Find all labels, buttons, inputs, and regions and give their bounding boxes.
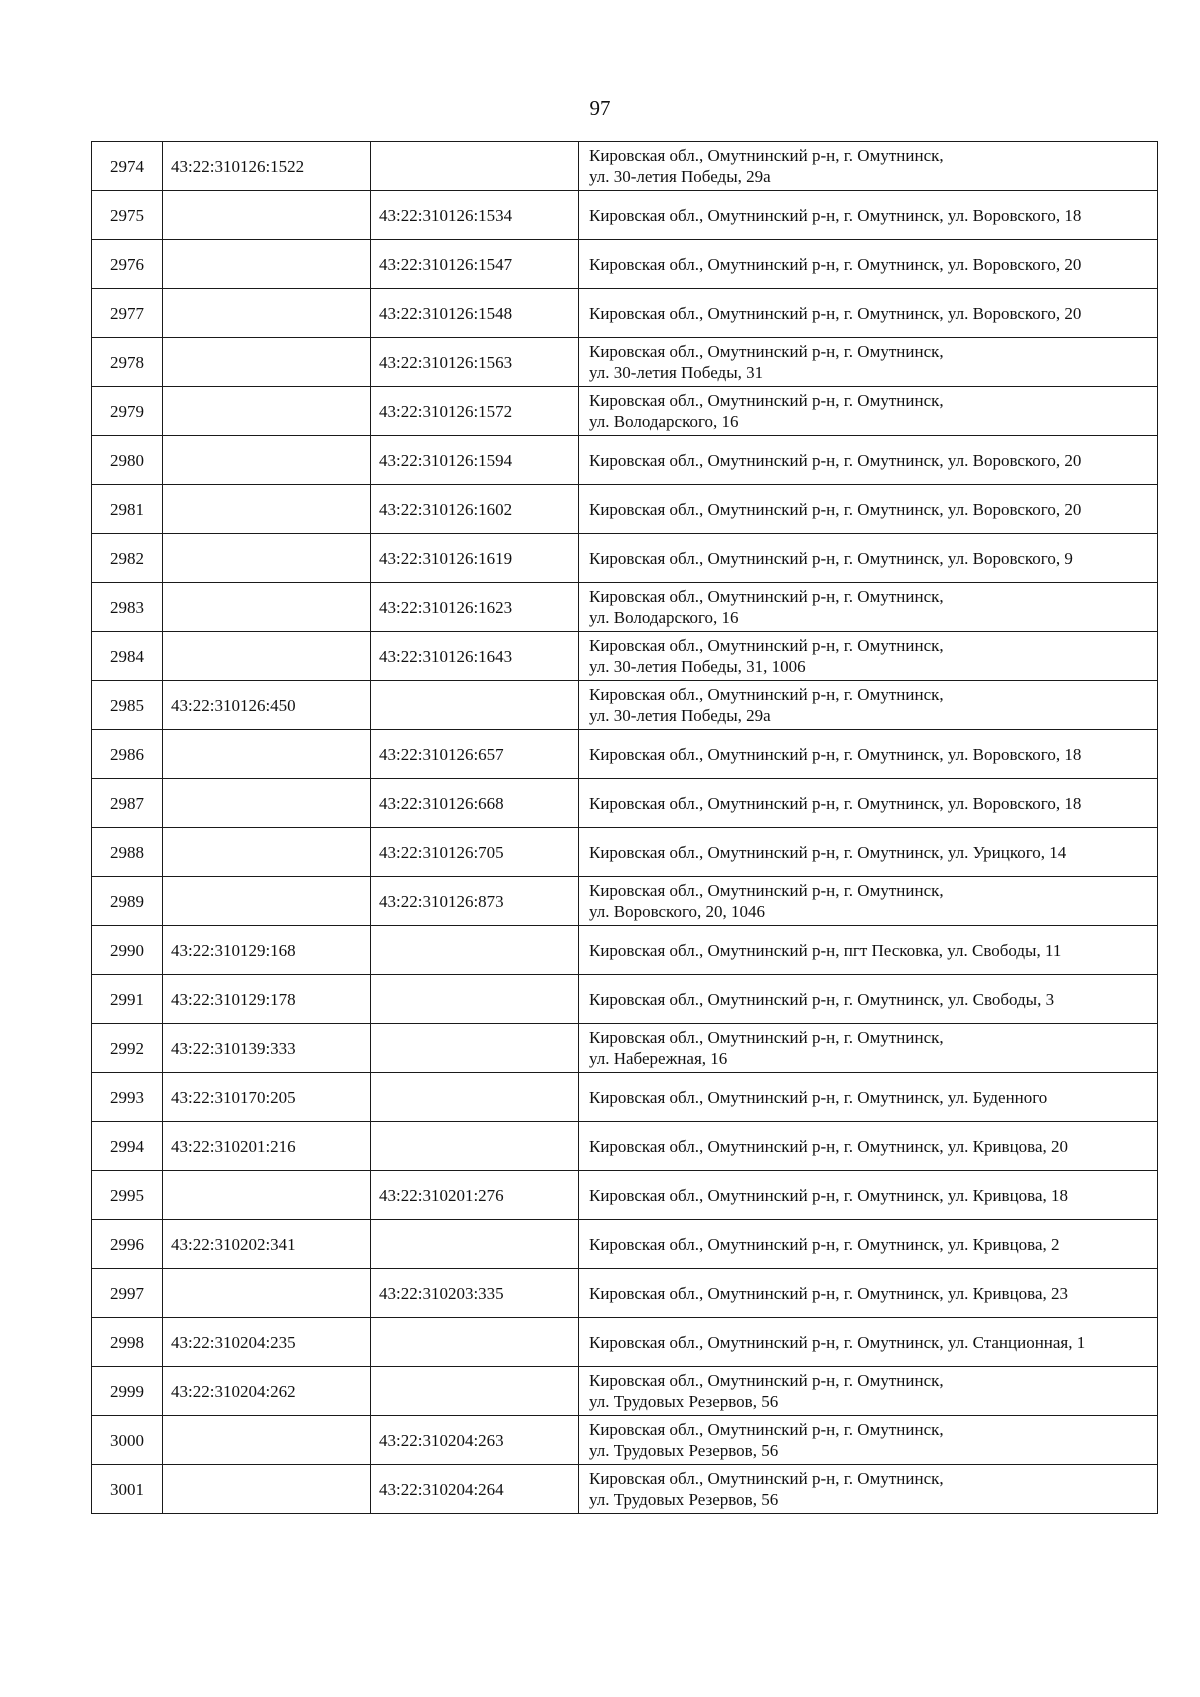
table-row <box>92 240 1158 289</box>
table-row <box>92 926 1158 975</box>
object-cadastral-number-cell: 43:22:310204:264 <box>371 1465 579 1514</box>
cadastral-number-cell <box>163 877 371 926</box>
object-cadastral-number-cell <box>371 926 579 975</box>
row-number-cell: 2989 <box>92 877 163 926</box>
cadastral-number-cell: 43:22:310126:1522 <box>163 142 371 191</box>
table-row <box>92 1024 1158 1073</box>
object-cadastral-number-cell: 43:22:310126:657 <box>371 730 579 779</box>
row-number-cell: 2974 <box>92 142 163 191</box>
cadastral-number-cell: 43:22:310170:205 <box>163 1073 371 1122</box>
address-line: Кировская обл., Омутнинский р-н, г. Омутнинск, ул. Воровского, 18 <box>589 744 1082 764</box>
object-cadastral-number-cell: 43:22:310126:705 <box>371 828 579 877</box>
object-cadastral-number-cell: 43:22:310126:1643 <box>371 632 579 681</box>
address-cell <box>579 1367 1158 1416</box>
object-cadastral-number-cell: 43:22:310126:1619 <box>371 534 579 583</box>
row-number-cell: 2998 <box>92 1318 163 1367</box>
row-number-cell: 2988 <box>92 828 163 877</box>
cadastral-number-cell <box>163 1269 371 1318</box>
address-line: Кировская обл., Омутнинский р-н, г. Омутнинск, <box>589 1469 944 1488</box>
address-line: Кировская обл., Омутнинский р-н, г. Омутнинск, <box>589 1371 944 1390</box>
address-line: Кировская обл., Омутнинский р-н, пгт Песковка, ул. Свободы, 11 <box>589 940 1062 960</box>
address-cell <box>579 926 1158 975</box>
cadastral-number-cell <box>163 485 371 534</box>
address-line: Кировская обл., Омутнинский р-н, г. Омутнинск, <box>589 342 944 361</box>
address-line: ул. Володарского, 16 <box>589 608 739 627</box>
table-row <box>92 828 1158 877</box>
object-cadastral-number-cell <box>371 1073 579 1122</box>
table-row <box>92 1122 1158 1171</box>
address-cell <box>579 1269 1158 1318</box>
address-line: ул. 30-летия Победы, 29а <box>589 706 771 725</box>
address-line: Кировская обл., Омутнинский р-н, г. Омутнинск, <box>589 636 944 655</box>
address-line: ул. Трудовых Резервов, 56 <box>589 1392 779 1411</box>
address-line: Кировская обл., Омутнинский р-н, г. Омутнинск, <box>589 146 944 165</box>
row-number-cell: 2978 <box>92 338 163 387</box>
cadastral-number-cell: 43:22:310139:333 <box>163 1024 371 1073</box>
row-number-cell: 2981 <box>92 485 163 534</box>
row-number-cell: 2986 <box>92 730 163 779</box>
table-row <box>92 1171 1158 1220</box>
object-cadastral-number-cell <box>371 1024 579 1073</box>
cadastral-number-cell: 43:22:310204:262 <box>163 1367 371 1416</box>
table-row <box>92 436 1158 485</box>
object-cadastral-number-cell <box>371 142 579 191</box>
address-cell <box>579 387 1158 436</box>
table-row <box>92 1073 1158 1122</box>
address-line: ул. 30-летия Победы, 31, 1006 <box>589 657 806 676</box>
table-row <box>92 1465 1158 1514</box>
address-line: Кировская обл., Омутнинский р-н, г. Омутнинск, ул. Воровского, 18 <box>589 205 1082 225</box>
object-cadastral-number-cell: 43:22:310204:263 <box>371 1416 579 1465</box>
table-row <box>92 779 1158 828</box>
address-cell <box>579 338 1158 387</box>
object-cadastral-number-cell: 43:22:310126:1534 <box>371 191 579 240</box>
row-number-cell: 2993 <box>92 1073 163 1122</box>
address-cell <box>579 583 1158 632</box>
row-number-cell: 2976 <box>92 240 163 289</box>
address-cell <box>579 975 1158 1024</box>
address-line: Кировская обл., Омутнинский р-н, г. Омутнинск, <box>589 1028 944 1047</box>
table-row <box>92 1269 1158 1318</box>
row-number-cell: 3001 <box>92 1465 163 1514</box>
cadastral-number-cell <box>163 730 371 779</box>
address-cell <box>579 1122 1158 1171</box>
cadastral-number-cell <box>163 828 371 877</box>
table-row <box>92 583 1158 632</box>
cadastral-number-cell: 43:22:310129:178 <box>163 975 371 1024</box>
address-line: Кировская обл., Омутнинский р-н, г. Омутнинск, ул. Кривцова, 2 <box>589 1234 1060 1254</box>
row-number-cell: 2975 <box>92 191 163 240</box>
cadastral-number-cell <box>163 387 371 436</box>
address-cell <box>579 1465 1158 1514</box>
cadastral-number-cell <box>163 632 371 681</box>
table-row <box>92 289 1158 338</box>
cadastral-number-cell <box>163 191 371 240</box>
cadastral-number-cell: 43:22:310202:341 <box>163 1220 371 1269</box>
cadastral-number-cell <box>163 1416 371 1465</box>
address-line: Кировская обл., Омутнинский р-н, г. Омутнинск, ул. Воровского, 9 <box>589 548 1073 568</box>
address-line: Кировская обл., Омутнинский р-н, г. Омутнинск, ул. Воровского, 20 <box>589 254 1082 274</box>
cadastral-number-cell <box>163 779 371 828</box>
address-cell <box>579 877 1158 926</box>
address-line: Кировская обл., Омутнинский р-н, г. Омутнинск, <box>589 881 944 900</box>
object-cadastral-number-cell <box>371 1122 579 1171</box>
cadastral-number-cell: 43:22:310126:450 <box>163 681 371 730</box>
address-cell <box>579 1073 1158 1122</box>
cadastral-number-cell <box>163 436 371 485</box>
cadastral-number-cell: 43:22:310204:235 <box>163 1318 371 1367</box>
address-line: ул. Воровского, 20, 1046 <box>589 902 765 921</box>
address-cell <box>579 730 1158 779</box>
address-line: ул. Володарского, 16 <box>589 412 739 431</box>
row-number-cell: 2995 <box>92 1171 163 1220</box>
table-row <box>92 975 1158 1024</box>
address-cell <box>579 1416 1158 1465</box>
table-row <box>92 1416 1158 1465</box>
row-number-cell: 2987 <box>92 779 163 828</box>
table-row <box>92 338 1158 387</box>
table-row <box>92 681 1158 730</box>
object-cadastral-number-cell <box>371 975 579 1024</box>
table-row <box>92 877 1158 926</box>
address-line: Кировская обл., Омутнинский р-н, г. Омутнинск, ул. Урицкого, 14 <box>589 842 1067 862</box>
row-number-cell: 2984 <box>92 632 163 681</box>
address-line: Кировская обл., Омутнинский р-н, г. Омутнинск, <box>589 1420 944 1439</box>
address-line: ул. Трудовых Резервов, 56 <box>589 1441 779 1460</box>
row-number-cell: 2991 <box>92 975 163 1024</box>
property-register-table <box>91 141 1158 1514</box>
address-line: Кировская обл., Омутнинский р-н, г. Омутнинск, ул. Кривцова, 20 <box>589 1136 1069 1156</box>
table-row <box>92 1318 1158 1367</box>
address-cell <box>579 779 1158 828</box>
row-number-cell: 3000 <box>92 1416 163 1465</box>
row-number-cell: 2977 <box>92 289 163 338</box>
address-line: ул. Набережная, 16 <box>589 1049 728 1068</box>
table-row <box>92 191 1158 240</box>
address-cell <box>579 436 1158 485</box>
table-row <box>92 485 1158 534</box>
address-cell <box>579 191 1158 240</box>
row-number-cell: 2990 <box>92 926 163 975</box>
address-cell <box>579 240 1158 289</box>
address-line: Кировская обл., Омутнинский р-н, г. Омутнинск, <box>589 587 944 606</box>
cadastral-number-cell: 43:22:310201:216 <box>163 1122 371 1171</box>
object-cadastral-number-cell: 43:22:310201:276 <box>371 1171 579 1220</box>
row-number-cell: 2999 <box>92 1367 163 1416</box>
row-number-cell: 2997 <box>92 1269 163 1318</box>
cadastral-number-cell <box>163 583 371 632</box>
table-row <box>92 730 1158 779</box>
row-number-cell: 2980 <box>92 436 163 485</box>
row-number-cell: 2996 <box>92 1220 163 1269</box>
row-number-cell: 2982 <box>92 534 163 583</box>
object-cadastral-number-cell: 43:22:310126:1594 <box>371 436 579 485</box>
row-number-cell: 2983 <box>92 583 163 632</box>
address-line: ул. 30-летия Победы, 31 <box>589 363 764 382</box>
address-line: Кировская обл., Омутнинский р-н, г. Омутнинск, ул. Воровского, 20 <box>589 450 1082 470</box>
object-cadastral-number-cell: 43:22:310126:873 <box>371 877 579 926</box>
table-row <box>92 1220 1158 1269</box>
address-line: ул. 30-летия Победы, 29а <box>589 167 771 186</box>
address-cell <box>579 632 1158 681</box>
cadastral-number-cell <box>163 338 371 387</box>
address-line: ул. Трудовых Резервов, 56 <box>589 1490 779 1509</box>
row-number-cell: 2979 <box>92 387 163 436</box>
object-cadastral-number-cell <box>371 1318 579 1367</box>
table-row <box>92 1367 1158 1416</box>
object-cadastral-number-cell: 43:22:310203:335 <box>371 1269 579 1318</box>
address-cell <box>579 1318 1158 1367</box>
address-line: Кировская обл., Омутнинский р-н, г. Омутнинск, ул. Воровского, 20 <box>589 499 1082 519</box>
object-cadastral-number-cell: 43:22:310126:1572 <box>371 387 579 436</box>
row-number-cell: 2992 <box>92 1024 163 1073</box>
address-cell <box>579 681 1158 730</box>
object-cadastral-number-cell <box>371 1367 579 1416</box>
object-cadastral-number-cell <box>371 1220 579 1269</box>
table-row <box>92 387 1158 436</box>
object-cadastral-number-cell: 43:22:310126:1563 <box>371 338 579 387</box>
address-line: Кировская обл., Омутнинский р-н, г. Омутнинск, ул. Воровского, 20 <box>589 303 1082 323</box>
cadastral-number-cell: 43:22:310129:168 <box>163 926 371 975</box>
address-line: Кировская обл., Омутнинский р-н, г. Омутнинск, ул. Воровского, 18 <box>589 793 1082 813</box>
object-cadastral-number-cell: 43:22:310126:1548 <box>371 289 579 338</box>
object-cadastral-number-cell: 43:22:310126:1623 <box>371 583 579 632</box>
cadastral-number-cell <box>163 534 371 583</box>
row-number-cell: 2994 <box>92 1122 163 1171</box>
address-cell <box>579 485 1158 534</box>
object-cadastral-number-cell: 43:22:310126:1547 <box>371 240 579 289</box>
address-line: Кировская обл., Омутнинский р-н, г. Омутнинск, ул. Свободы, 3 <box>589 989 1055 1009</box>
address-cell <box>579 828 1158 877</box>
page-number: 97 <box>589 96 611 120</box>
cadastral-number-cell <box>163 240 371 289</box>
table-row <box>92 632 1158 681</box>
cadastral-number-cell <box>163 1171 371 1220</box>
cadastral-number-cell <box>163 1465 371 1514</box>
address-cell <box>579 1171 1158 1220</box>
address-cell <box>579 1220 1158 1269</box>
address-line: Кировская обл., Омутнинский р-н, г. Омутнинск, ул. Буденного <box>589 1087 1048 1107</box>
object-cadastral-number-cell: 43:22:310126:668 <box>371 779 579 828</box>
address-line: Кировская обл., Омутнинский р-н, г. Омутнинск, <box>589 685 944 704</box>
address-line: Кировская обл., Омутнинский р-н, г. Омутнинск, ул. Станционная, 1 <box>589 1332 1086 1352</box>
cadastral-number-cell <box>163 289 371 338</box>
register-body <box>92 142 1158 1514</box>
row-number-cell: 2985 <box>92 681 163 730</box>
table-row <box>92 534 1158 583</box>
address-cell <box>579 289 1158 338</box>
address-cell <box>579 142 1158 191</box>
address-line: Кировская обл., Омутнинский р-н, г. Омутнинск, ул. Кривцова, 23 <box>589 1283 1069 1303</box>
object-cadastral-number-cell: 43:22:310126:1602 <box>371 485 579 534</box>
table-row <box>92 142 1158 191</box>
address-line: Кировская обл., Омутнинский р-н, г. Омутнинск, ул. Кривцова, 18 <box>589 1185 1069 1205</box>
address-cell <box>579 534 1158 583</box>
address-cell <box>579 1024 1158 1073</box>
object-cadastral-number-cell <box>371 681 579 730</box>
address-line: Кировская обл., Омутнинский р-н, г. Омутнинск, <box>589 391 944 410</box>
